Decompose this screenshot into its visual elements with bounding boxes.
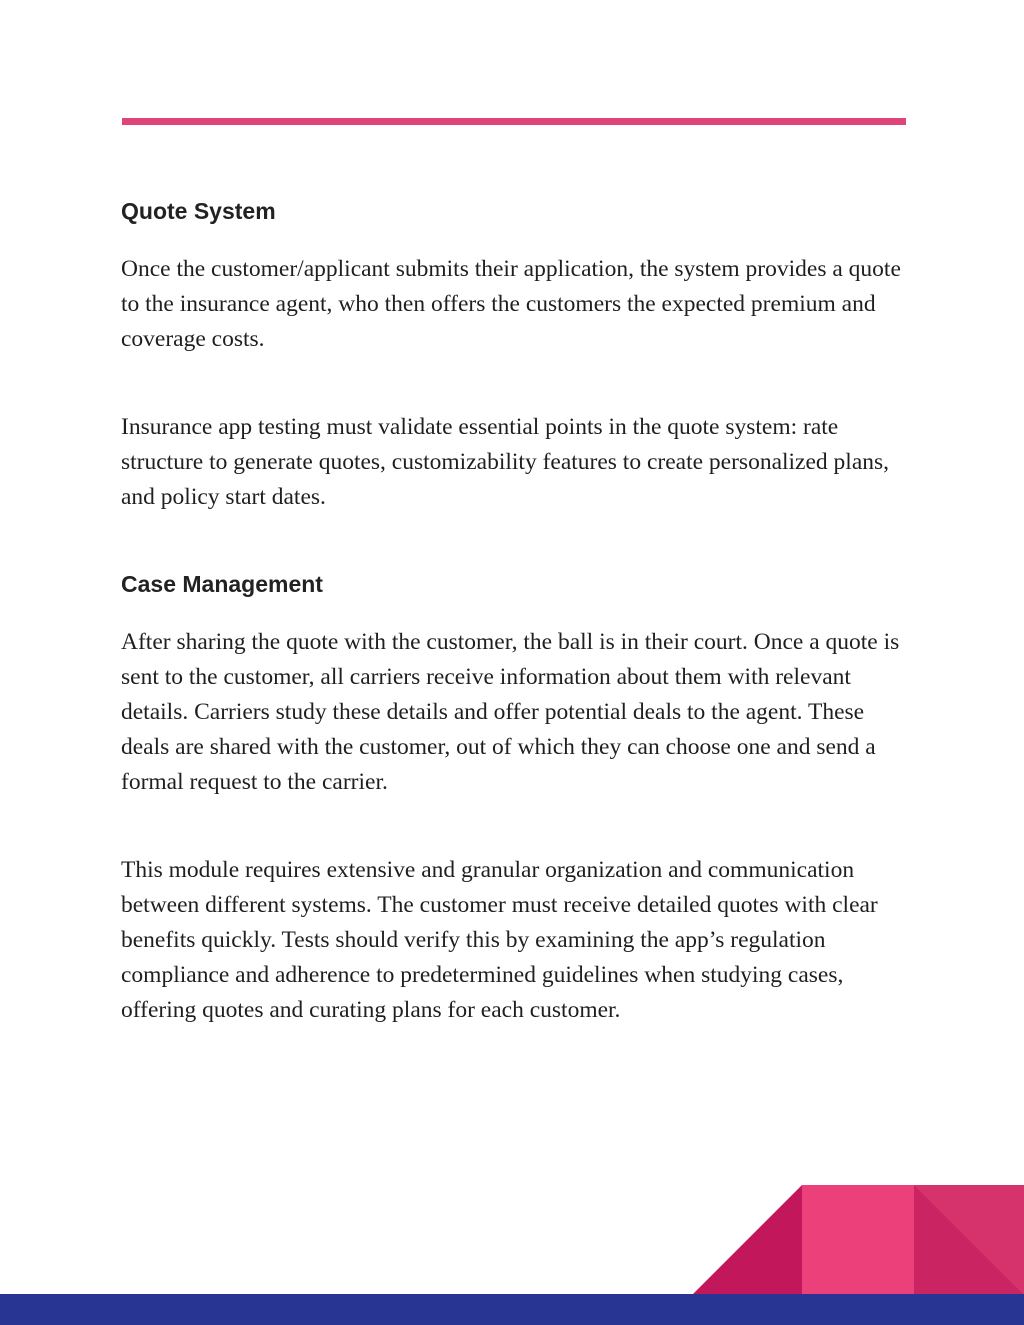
footer-pink-block xyxy=(802,1185,914,1295)
footer-bar xyxy=(0,1294,1024,1325)
footer-dark-triangle xyxy=(692,1185,802,1295)
paragraph-quote-system-2: Insurance app testing must validate essential points in the quote system: rate structure to generate quotes, customizability features to create personalized plans, and policy start dates. xyxy=(121,414,890,510)
paragraph-case-management-2: This module requires extensive and granular organization and communication between different systems. The customer must receive detailed quotes with clear benefits quickly. Tests should verify this by examining the app’s regulation compliance and adherence to predetermined guidelines when studying cases, offering quotes and curating plans for each customer. xyxy=(121,857,878,1023)
document-body xyxy=(121,196,911,1028)
top-accent-rule xyxy=(122,118,906,125)
paragraph-quote-system-1: Once the customer/applicant submits their application, the system provides a quote to the insurance agent, who then offers the customers the expected premium and coverage costs. xyxy=(121,256,901,352)
paragraph-case-management-1: After sharing the quote with the customer, the ball is in their court. Once a quote is sent to the customer, all carriers receive information about them with relevant details. Carriers study these details and offer potential deals to the agent. These deals are shared with the customer, out of which they can choose one and send a formal request to the carrier. xyxy=(121,629,900,795)
section-heading-case-management: Case Management xyxy=(121,571,323,597)
section-heading-quote-system: Quote System xyxy=(121,198,276,224)
